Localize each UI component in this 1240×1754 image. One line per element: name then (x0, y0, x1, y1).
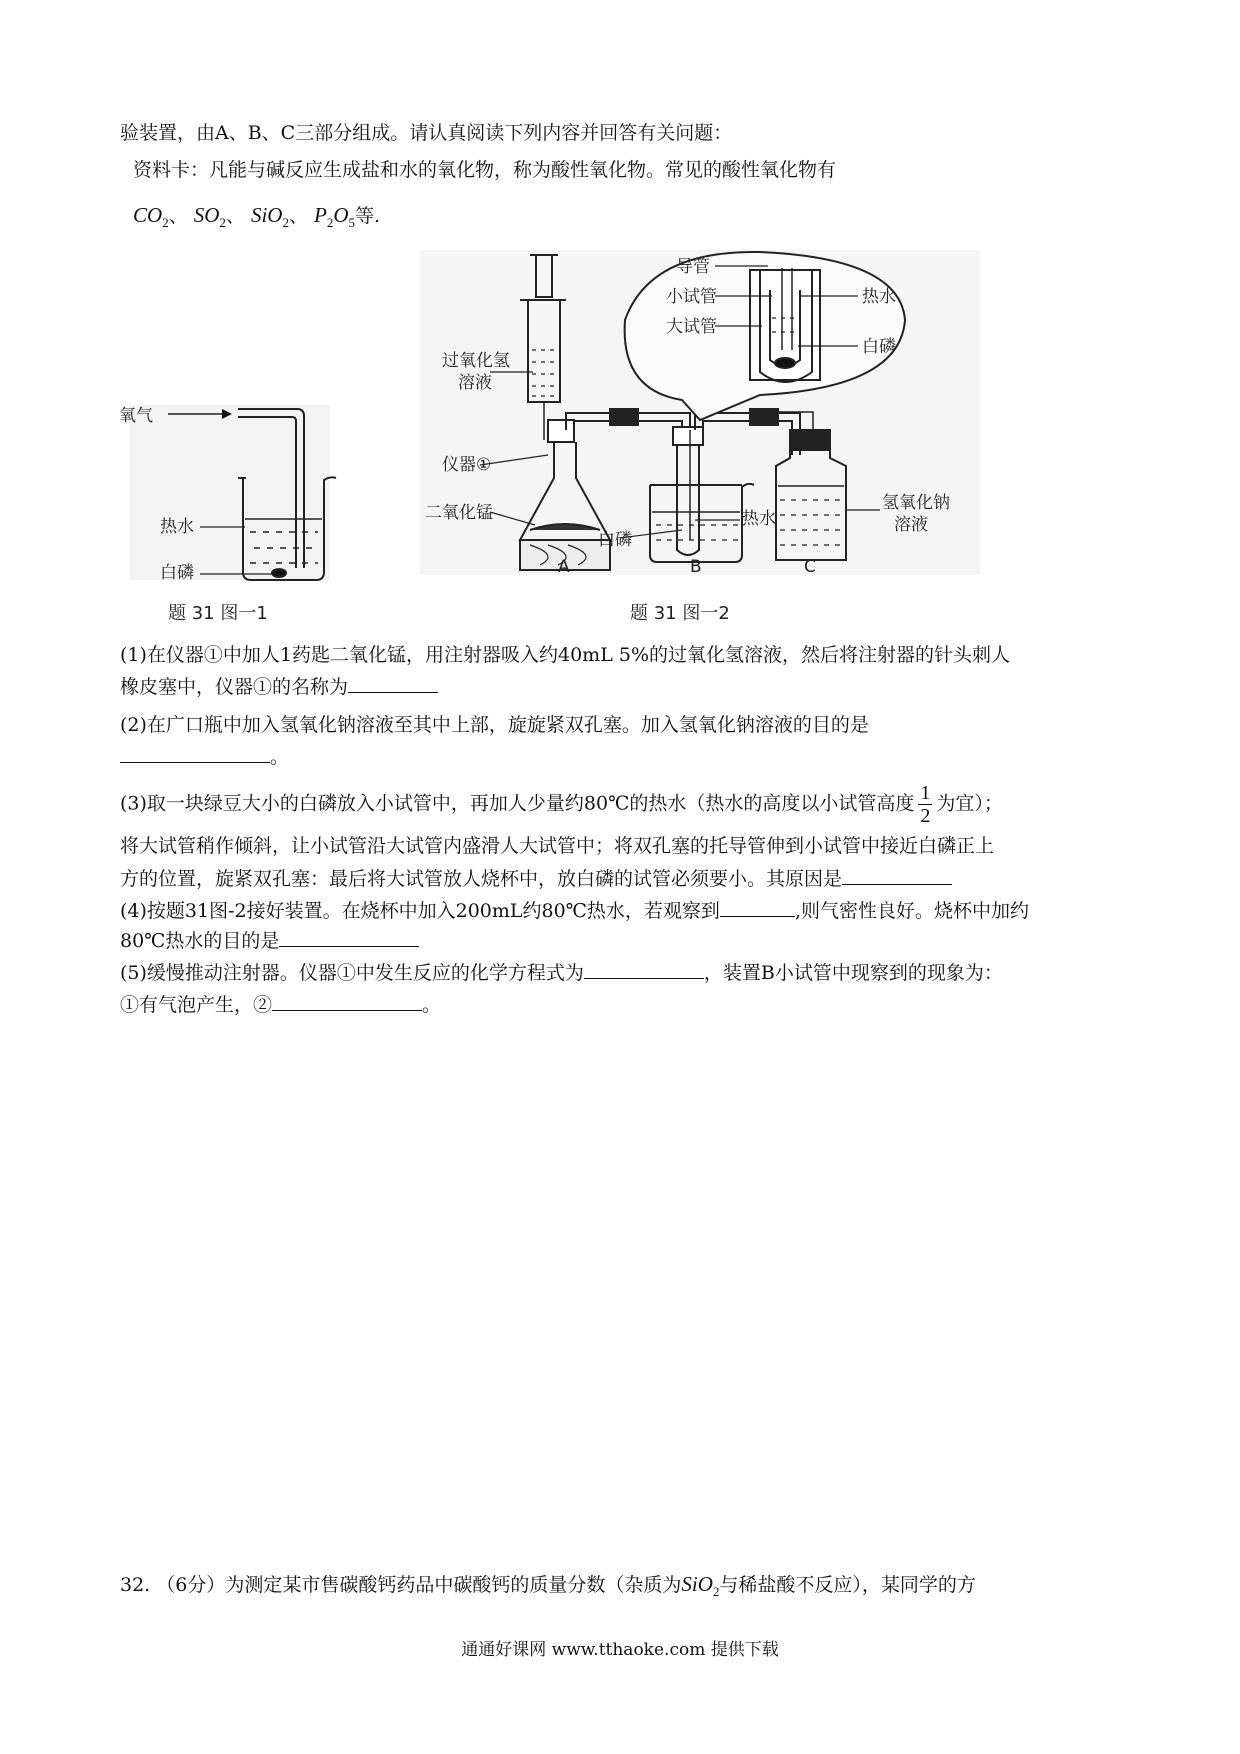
q2-line-a: (2)在广口瓶中加入氢氧化钠溶液至其中上部，旋旋紧双孔塞。加入氢氧化钠溶液的目的是 (120, 714, 869, 736)
fig2-h2o2-label-2: 溶液 (458, 373, 492, 393)
q3-text-3: 方的位置，旋紧双孔塞：最后将大试管放人烧杯中，放白磷的试管必须要小。其原因是 (120, 868, 843, 890)
q4-line-b (120, 926, 419, 954)
fraction-one-half (918, 782, 932, 827)
q4-line-a (120, 896, 1029, 924)
q5-line-b (120, 990, 441, 1018)
q2-line-b (120, 742, 289, 770)
q4-purpose-blank[interactable] (279, 926, 419, 947)
q5-equation-blank[interactable] (584, 958, 704, 979)
fig1-oxygen-label: 氧气 (119, 406, 153, 426)
q1-text: 橡皮塞中，仪器①的名称为 (120, 676, 349, 698)
q1-answer-blank[interactable] (348, 672, 438, 693)
q32-text-1: 32. （6分）为测定某市售碳酸钙药品中碳酸钙的质量分数（杂质为 (120, 1574, 682, 1596)
inset-small-tube-label: 小试管 (666, 287, 717, 307)
fig2-label-c: C (804, 557, 816, 577)
q4-text-3: 80℃热水的目的是 (120, 930, 280, 952)
apparatus-figures (0, 0, 1240, 640)
oxide-list: $CO_2$、 $SO_2$、 SiO$_2$、 $P_2O_5$等. (133, 203, 381, 231)
q5-text-3: ①有气泡产生，② (120, 994, 273, 1016)
q5-text-1: (5)缓慢推动注射器。仪器①中发生反应的化学方程式为 (120, 962, 584, 984)
fig1-hot-water-label: 热水 (160, 517, 194, 537)
sio2-formula: SiO$_2$ (681, 1572, 720, 1600)
q4-text-1: (4)按题31图-2接好装置。在烧杯中加入200mL约80℃热水，若观察到 (120, 900, 720, 922)
q2-end: 。 (270, 746, 290, 768)
q3-answer-blank[interactable] (842, 864, 952, 885)
fig2-h2o2-label-1: 过氧化氢 (442, 351, 510, 371)
fig2-white-p-label: 白磷 (598, 530, 632, 550)
fig1-caption: 题 31 图一1 (168, 603, 268, 624)
figure-1 (130, 405, 336, 580)
intro-line: 验装置，由A、B、C三部分组成。请认真阅读下列内容并回答有关问题： (120, 122, 733, 144)
fraction-numerator: 1 (920, 782, 931, 804)
fraction-denominator: 2 (920, 805, 931, 827)
q5-text-2: ，装置B小试管中现察到的现象为： (703, 962, 1003, 984)
fig2-naoh-label-1: 氢氧化钠 (882, 493, 950, 513)
inset-hot-water-label: 热水 (862, 287, 896, 307)
fig1-white-p-label: 白磷 (160, 563, 194, 583)
resource-card: 资料卡：凡能与碱反应生成盐和水的氧化物，称为酸性氧化物。常见的酸性氧化物有 (133, 159, 837, 181)
q2-answer-blank[interactable] (120, 742, 270, 763)
q32-text-2: 与稀盐酸不反应），某同学的方 (719, 1574, 976, 1596)
q4-observe-blank[interactable] (720, 896, 795, 917)
inset-tube-label: 导管 (676, 257, 710, 277)
fig2-label-a: A (558, 557, 570, 577)
q3-text-1: (3)取一块绿豆大小的白磷放入小试管中，再加人少量约80℃的热水（热水的高度以小试管高度 (120, 792, 915, 815)
fig2-naoh-label-2: 溶液 (894, 515, 928, 535)
q5-phenomenon-blank[interactable] (272, 990, 422, 1011)
q1-line-a: (1)在仪器①中加人1药匙二氧化锰，用注射器吸入约40mL 5%的过氧化氢溶液，然后将注射器的针头刺人 (120, 644, 1010, 666)
fig2-label-b: B (690, 557, 702, 577)
q4-text-2: ,则气密性良好。烧杯中加约 (794, 900, 1029, 922)
q5-end: 。 (422, 994, 442, 1016)
page-footer: 通通好课网 www.tthaoke.com 提供下载 (461, 1640, 779, 1660)
oxide-list-end: 等. (355, 205, 381, 227)
q5-line-a (120, 958, 1003, 986)
q32-line (120, 1571, 976, 1605)
fig2-instrument-label: 仪器① (442, 455, 492, 475)
inset-big-tube-label: 大试管 (666, 317, 717, 337)
q3-line-b: 将大试管稍作倾斜，让小试管沿大试管内盛滑人大试管中；将双孔塞的托导管伸到小试管中接近白磷正上 (120, 835, 995, 857)
inset-white-p-label: 白磷 (862, 337, 896, 357)
fig2-caption: 题 31 图一2 (630, 603, 730, 624)
fig2-hot-water-label: 热水 (742, 509, 776, 529)
q1-line-b (120, 672, 438, 700)
q3-line-c (120, 864, 952, 892)
q3-line-a (120, 782, 1003, 827)
q3-text-2: 为宜）； (936, 792, 1003, 815)
fig2-mno2-label: 二氧化锰 (425, 503, 493, 523)
